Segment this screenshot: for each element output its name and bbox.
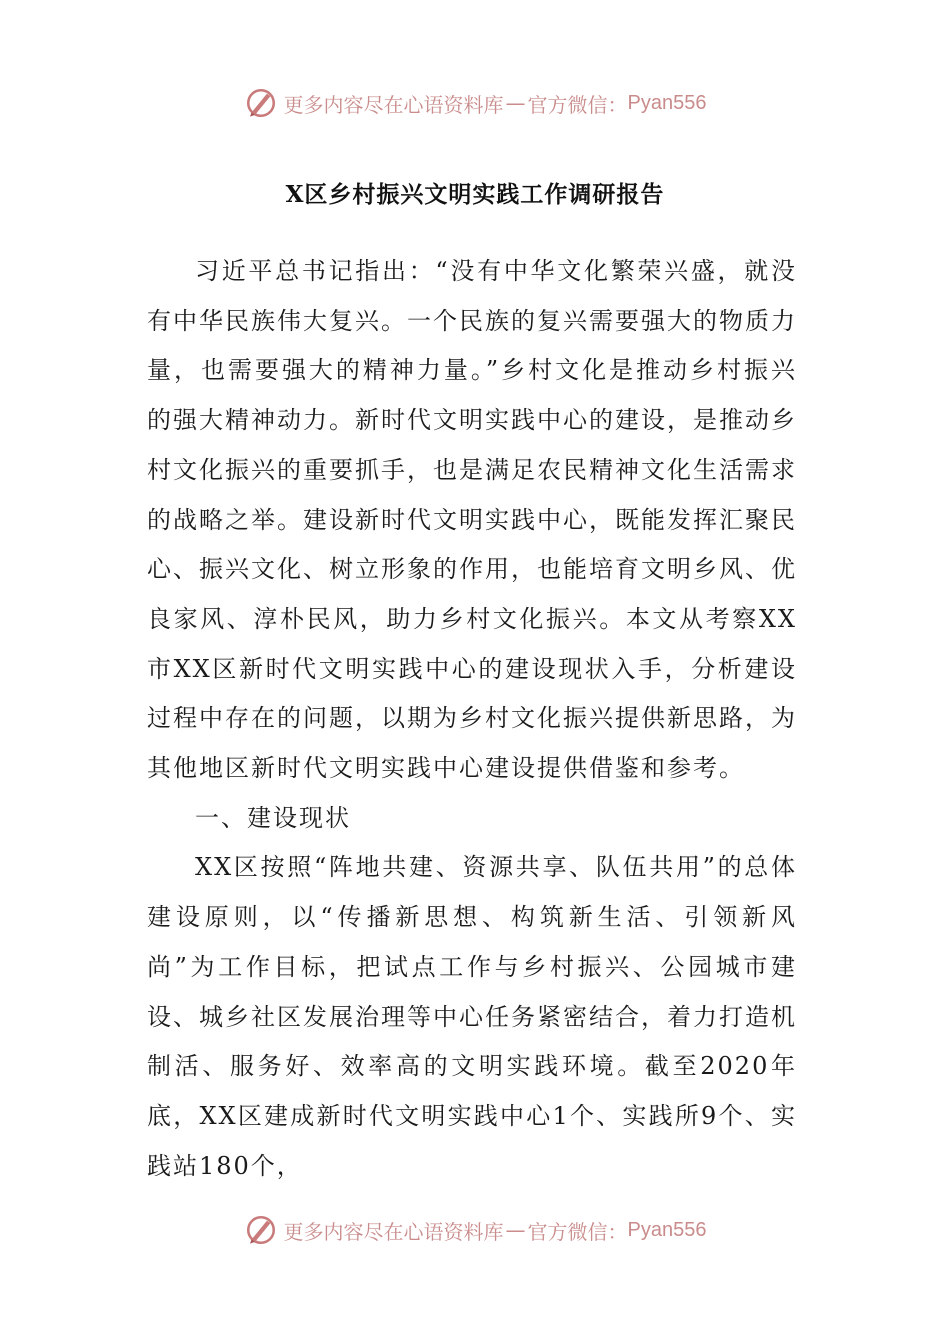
pen-logo-icon <box>244 86 278 120</box>
pen-logo-icon <box>244 1213 278 1247</box>
watermark-id: Pyan556 <box>627 91 707 114</box>
watermark-text: 更多内容尽在心语资料库 <box>283 1219 504 1244</box>
paragraph-status: XX区按照“阵地共建、资源共享、队伍共用”的总体建设原则，以“传播新思想、构筑新生活、引领新风尚”为工作目标，把试点工作与乡村振兴、公园城市建设、城乡社区发展治理等中心任务紧密结合，着力打造机制活、服务好、效率高的文明实践环境。截至2020年底，XX区建成新时代文明实践中心1个、实践所9个、实践站180个， <box>147 853 797 1180</box>
watermark-dash: — <box>505 91 526 115</box>
section-heading: 一、建设现状 <box>195 803 351 832</box>
watermark-official: 官方微信： <box>527 1219 628 1244</box>
watermark-dash: — <box>505 1218 526 1242</box>
watermark-text: 更多内容尽在心语资料库 <box>283 92 504 117</box>
document-title: X区乡村振兴文明实践工作调研报告 <box>285 181 665 208</box>
watermark-banner-top <box>0 83 950 123</box>
watermark-official: 官方微信： <box>527 92 628 117</box>
paragraph-intro: 习近平总书记指出：“没有中华文化繁荣兴盛，就没有中华民族伟大复兴。一个民族的复兴需要强大的物质力量，也需要强大的精神力量。”乡村文化是推动乡村振兴的强大精神动力。新时代文明实践中心的建设，是推动乡村文化振兴的重要抓手，也是满足农民精神文化生活需求的战略之举。建设新时代文明实践中心，既能发挥汇聚民心、振兴文化、树立形象的作用，也能培育文明乡风、优良家风、淳朴民风，助力乡村文化振兴。本文从考察XX市XX区新时代文明实践中心的建设现状入手，分析建设过程中存在的问题，以期为乡村文化振兴提供新思路，为其他地区新时代文明实践中心建设提供借鉴和参考。 <box>147 257 797 783</box>
watermark-banner-bottom <box>0 1210 950 1250</box>
document-body <box>147 247 797 1191</box>
watermark-id: Pyan556 <box>627 1218 707 1241</box>
